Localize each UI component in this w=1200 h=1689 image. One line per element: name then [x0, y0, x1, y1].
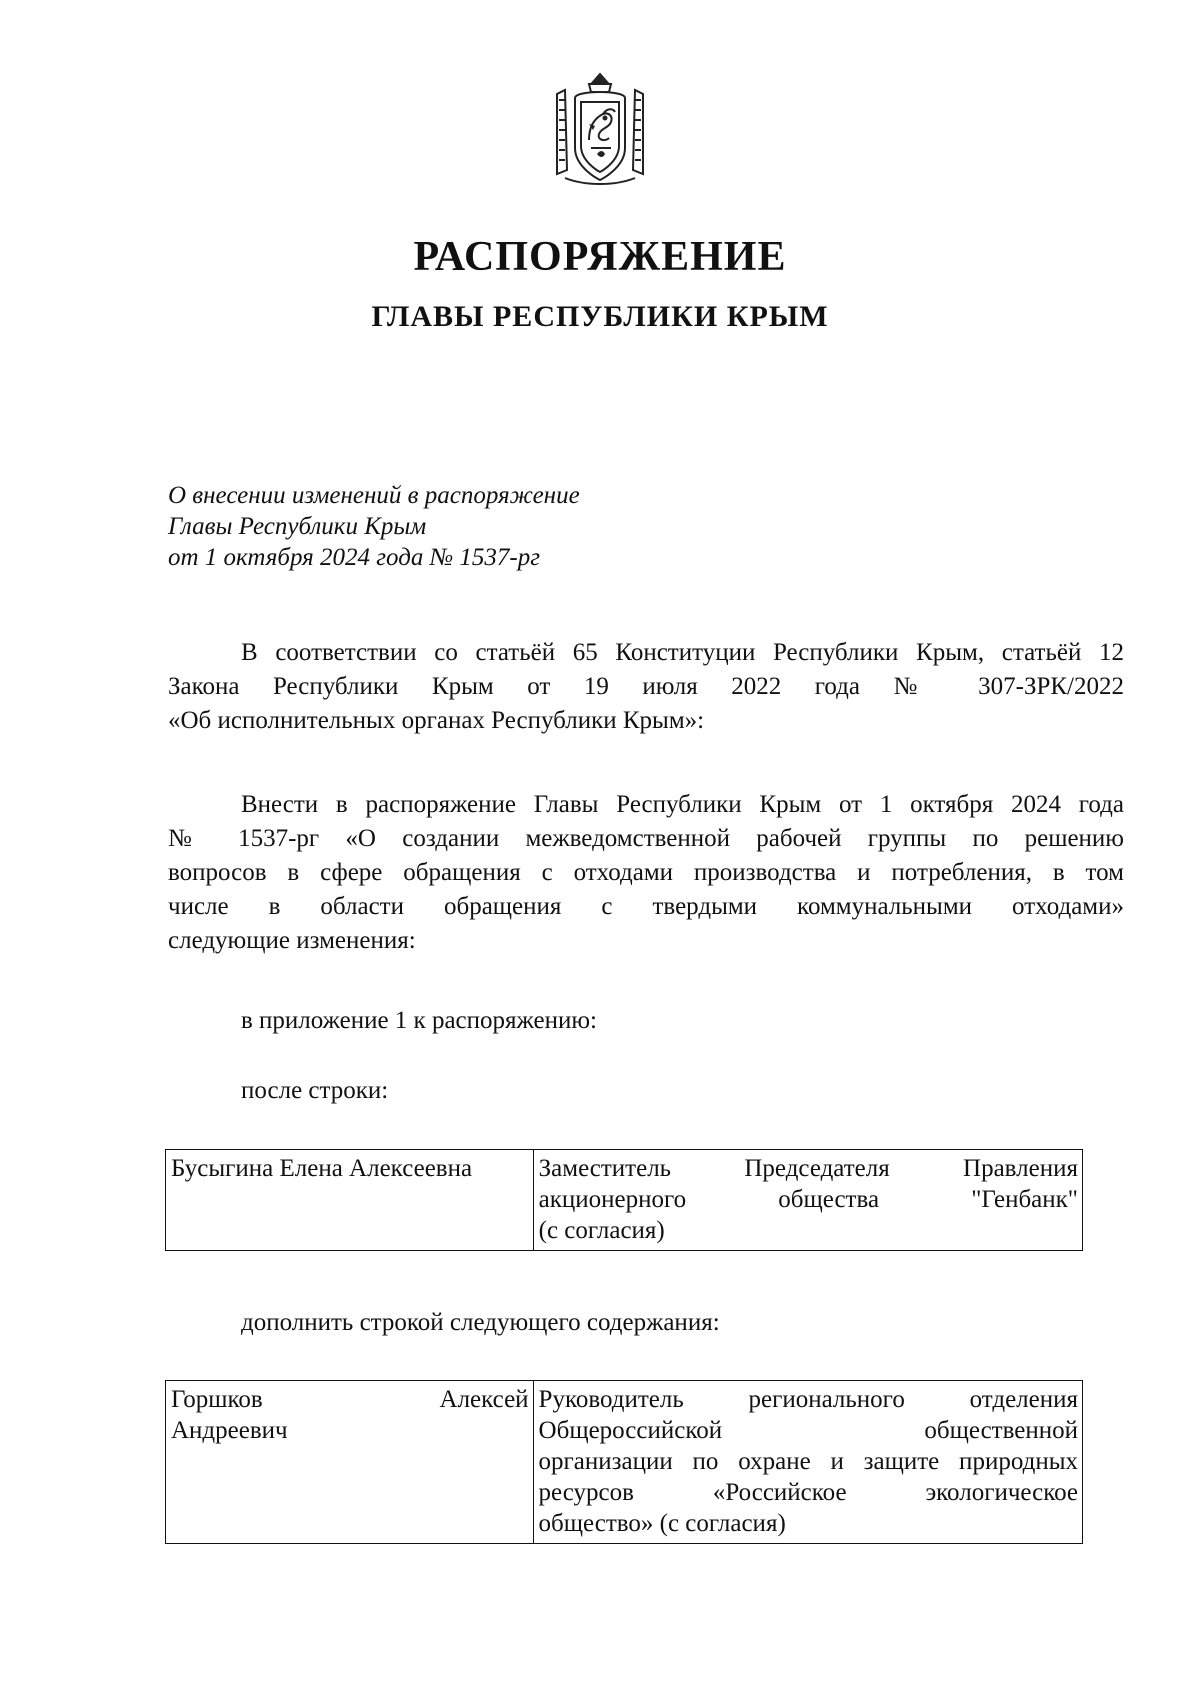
paragraph-line: Закона Республики Крым от 19 июля 2022 года № 307-ЗРК/2022 — [168, 673, 1124, 700]
position-line: (с согласия) — [538, 1217, 665, 1244]
paragraph-line: «Об исполнительных органах Республики Крым»: — [168, 707, 705, 734]
member-name: Бусыгина Елена Алексеевна — [171, 1155, 473, 1182]
order-paragraph — [168, 788, 1124, 958]
member-position-cell — [533, 1381, 1082, 1544]
document-subject — [168, 480, 580, 573]
coat-of-arms-emblem — [545, 70, 655, 190]
position-line: Общероссийской общественной — [538, 1417, 1078, 1444]
paragraph-line: № 1537-рг «О создании межведомственной рабочей группы по решению — [168, 825, 1124, 852]
position-line: ресурсов «Российское экологическое — [538, 1479, 1078, 1506]
paragraph-line: В соответствии со статьёй 65 Конституции Республики Крым, статьёй 12 — [241, 639, 1124, 666]
position-line: акционерного общества "Генбанк" — [538, 1186, 1078, 1213]
subject-line: Главы Республики Крым — [168, 513, 427, 540]
table-row — [166, 1381, 1083, 1544]
existing-member-table — [165, 1149, 1083, 1251]
appendix-text: в приложение 1 к распоряжению: — [241, 1007, 597, 1034]
member-name-cell — [166, 1381, 534, 1544]
position-line: Заместитель Председателя Правления — [538, 1155, 1078, 1182]
position-line: организации по охране и защите природных — [538, 1448, 1078, 1475]
after-row-text: после строки: — [241, 1077, 389, 1104]
paragraph-line: Внести в распоряжение Главы Республики Крым от 1 октября 2024 года — [241, 791, 1124, 818]
legal-basis-paragraph — [168, 636, 1124, 738]
paragraph-line: вопросов в сфере обращения с отходами производства и потребления, в том — [168, 859, 1124, 886]
table-row — [166, 1150, 1083, 1251]
new-member-table — [165, 1380, 1083, 1544]
subject-line: О внесении изменений в распоряжение — [168, 482, 580, 509]
position-line: общество» (с согласия) — [538, 1510, 786, 1537]
paragraph-line: числе в области обращения с твердыми коммунальными отходами» — [168, 893, 1124, 920]
paragraph-line: следующие изменения: — [168, 927, 416, 954]
member-position-cell — [533, 1150, 1082, 1251]
document-title: РАСПОРЯЖЕНИЕ — [413, 234, 787, 280]
add-row-text: дополнить строкой следующего содержания: — [241, 1309, 720, 1336]
subject-line: от 1 октября 2024 года № 1537-рг — [168, 544, 540, 571]
member-name-cell — [166, 1150, 534, 1251]
member-name-line: Андреевич — [171, 1417, 288, 1444]
document-subtitle: ГЛАВЫ РЕСПУБЛИКИ КРЫМ — [371, 300, 829, 333]
position-line: Руководитель регионального отделения — [538, 1386, 1078, 1413]
member-name-line: Горшков Алексей — [171, 1386, 529, 1413]
